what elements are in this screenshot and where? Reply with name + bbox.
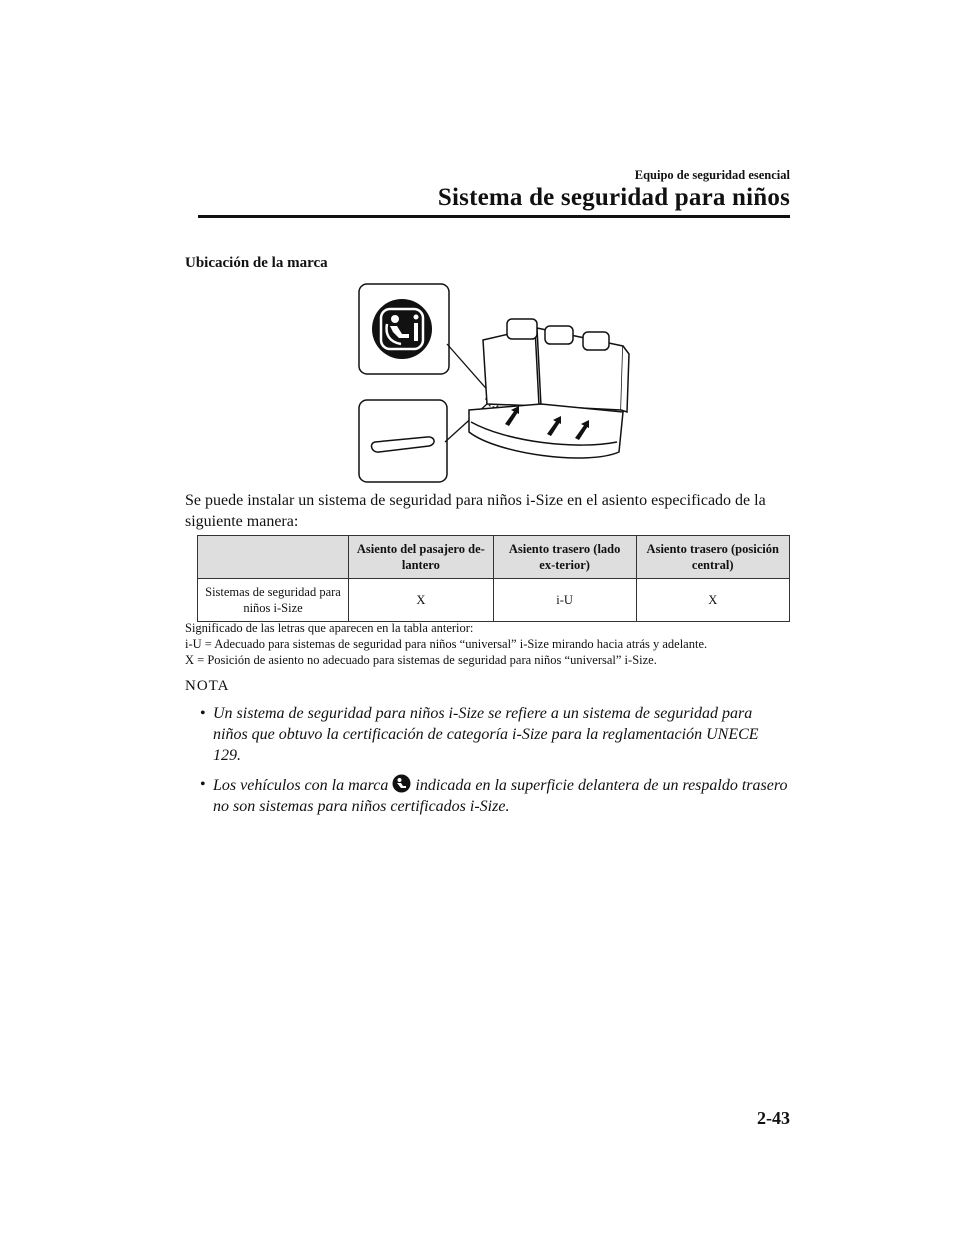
- table-header: Asiento del pasajero de-lantero: [349, 536, 494, 579]
- table-header-row: [198, 536, 790, 579]
- table-row: [198, 579, 790, 622]
- child-seat-mark-icon: [392, 774, 411, 793]
- section-label: Equipo de seguridad esencial: [634, 168, 790, 182]
- table-header: Asiento trasero (lado ex-terior): [493, 536, 636, 579]
- table-cell: Sistemas de seguridad para niños i-Size: [198, 579, 349, 622]
- table-cell: i-U: [493, 579, 636, 622]
- note-item: [200, 703, 790, 766]
- i-size-child-seat-icon: [372, 299, 432, 359]
- table-legend: [185, 620, 790, 668]
- header-rule: [198, 215, 790, 218]
- chapter-title: Sistema de seguridad para niños: [437, 184, 790, 211]
- table-header: [198, 536, 349, 579]
- seat-mark-figure: [357, 282, 647, 484]
- legend-line: i-U = Adecuado para sistemas de seguridad para niños “universal” i-Size mirando hacia atrás y adelante.: [185, 637, 708, 651]
- note-title: NOTA: [185, 678, 230, 694]
- legend-line: Significado de las letras que aparecen en la tabla anterior:: [185, 621, 474, 635]
- intro-paragraph: Se puede instalar un sistema de seguridad para niños i-Size en el asiento especificado de la siguiente manera:: [185, 492, 766, 530]
- subheading: Ubicación de la marca: [185, 255, 328, 271]
- note-item: [200, 774, 790, 817]
- seat-compatibility-table: [197, 535, 790, 622]
- bullet: •: [200, 776, 206, 793]
- note-text: Un sistema de seguridad para niños i-Size se refiere a un sistema de seguridad para niños que obtuvo la certificación de categoría i-Size para la reglamentación UNECE 129.: [213, 705, 759, 764]
- note-text: indicada en la superficie delantera de un respaldo trasero no son sistemas para niños certificados i-Size.: [213, 777, 788, 815]
- table-header: Asiento trasero (posición central): [636, 536, 789, 579]
- table-cell: X: [349, 579, 494, 622]
- note-list: [200, 703, 790, 825]
- bullet: •: [200, 705, 206, 722]
- rear-seat-drawing: [469, 319, 629, 458]
- note-text: Los vehículos con la marca: [213, 777, 389, 794]
- page-number: 2-43: [757, 1108, 790, 1128]
- table-cell: X: [636, 579, 789, 622]
- legend-line: X = Posición de asiento no adecuado para sistemas de seguridad para niños “universal” i-Size.: [185, 653, 657, 667]
